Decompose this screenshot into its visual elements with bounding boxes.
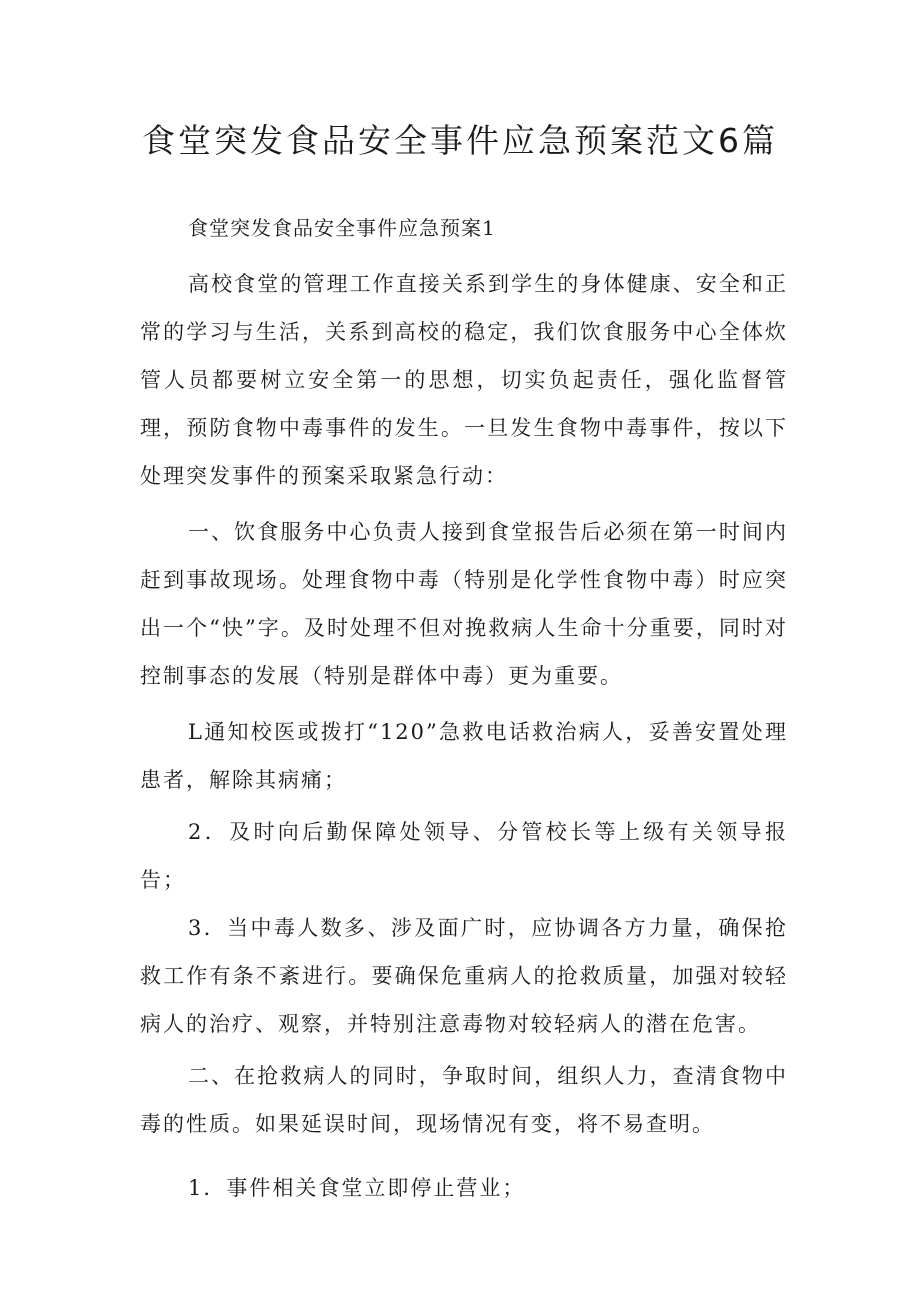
paragraph-step-one: 一、饮食服务中心负责人接到食堂报告后必须在第一时间内赶到事故现场。处理食物中毒（特别是化学性食物中毒）时应突出一个“快”字。及时处理不但对挽救病人生命十分重要，同时对控制事态的发展（特别是群体中毒）更为重要。 (140, 520, 788, 688)
paragraph-step-two: 二、在抢救病人的同时，争取时间，组织人力，查清食物中毒的性质。如果延误时间，现场情况有变，将不易查明。 (140, 1064, 788, 1136)
paragraph-item-stop-business: 1．事件相关食堂立即停止营业； (188, 1176, 526, 1200)
section-heading: 食堂突发食品安全事件应急预案1 (188, 216, 496, 240)
document-title: 食堂突发食品安全事件应急预案范文6篇 (142, 121, 778, 160)
paragraph-item-3: 3．当中毒人数多、涉及面广时，应协调各方力量，确保抢救工作有条不紊进行。要确保危重病人的抢救质量，加强对较轻病人的治疗、观察，并特别注意毒物对较轻病人的潜在危害。 (140, 916, 788, 1036)
paragraph-item-1: L通知校医或拨打“120”急救电话救治病人，妥善安置处理患者，解除其病痛； (140, 720, 788, 792)
paragraph-intro: 高校食堂的管理工作直接关系到学生的身体健康、安全和正常的学习与生活，关系到高校的稳定，我们饮食服务中心全体炊管人员都要树立安全第一的思想，切实负起责任，强化监督管理，预防食物中毒事件的发生。一旦发生食物中毒事件，按以下处理突发事件的预案采取紧急行动： (140, 272, 788, 488)
document-body (140, 200, 788, 1212)
paragraph-item-2: 2．及时向后勤保障处领导、分管校长等上级有关领导报告； (140, 820, 788, 892)
